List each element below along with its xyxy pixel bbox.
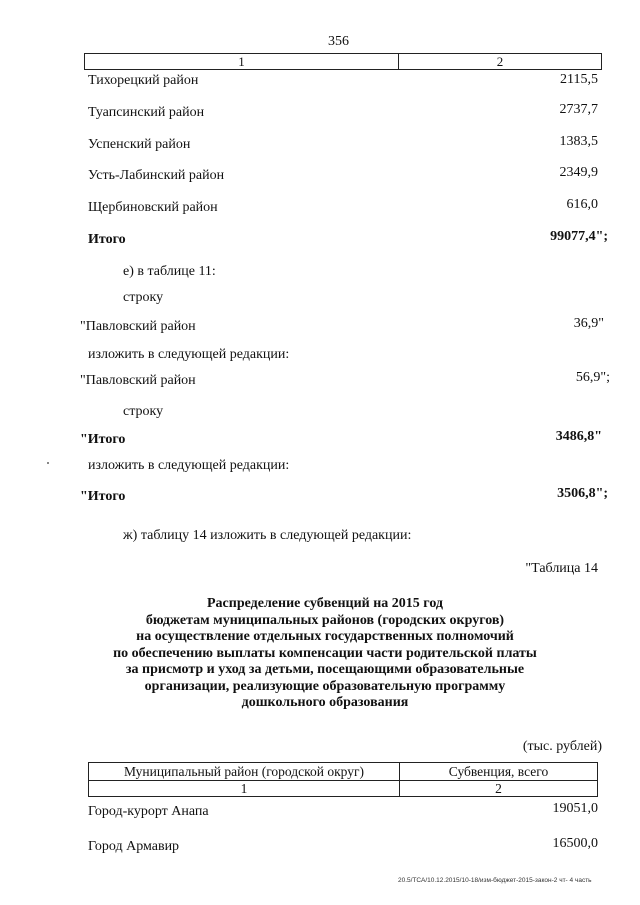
page-number: 356 [328, 34, 349, 49]
table-14-title [60, 596, 590, 712]
table-row-value: 16500,0 [552, 836, 598, 851]
replace-text: изложить в следующей редакции: [88, 458, 290, 473]
old-pavlovsky-value: 36,9" [573, 316, 604, 331]
title-line: по обеспечению выплаты компенсации части родительской платы [113, 645, 537, 661]
title-line: за присмотр и уход за детьми, посещающими образовательные [125, 662, 525, 677]
table-row-value: 1383,5 [559, 134, 598, 149]
row-word: строку [123, 290, 164, 305]
column-number-2: 2 [399, 781, 597, 796]
title-line: организации, реализующие образовательную программу [144, 678, 506, 694]
replace-text: изложить в следующей редакции: [88, 347, 290, 362]
old-total-value: 3486,8" [555, 429, 602, 444]
column-number-row [88, 781, 598, 797]
old-pavlovsky-label: "Павловский район [80, 319, 196, 334]
table-row-name: Щербиновский район [88, 200, 218, 215]
new-total-label: "Итого [80, 489, 126, 504]
scan-speck [47, 462, 49, 464]
table-row-value: 616,0 [566, 197, 598, 212]
total-value: 99077,4"; [550, 229, 608, 244]
units-label: (тыс. рублей) [522, 739, 602, 754]
table-row-name: Город Армавир [88, 839, 180, 854]
top-table-col2: 2 [398, 54, 601, 69]
title-line: бюджетам муниципальных районов (городских округов) [145, 612, 505, 628]
table-row-name: Город-курорт Анапа [88, 804, 209, 819]
table-row-name: Тихорецкий район [88, 73, 199, 88]
column-header-subvention: Субвенция, всего [399, 763, 597, 780]
old-total-label: "Итого [80, 432, 126, 447]
title-line: на осуществление отдельных государственных полномочий [136, 629, 514, 644]
top-table-header [84, 53, 602, 70]
section-e-intro: е) в таблице 11: [123, 264, 216, 279]
table-row-value: 2115,5 [560, 72, 598, 87]
section-zh-intro: ж) таблицу 14 изложить в следующей редакции: [123, 528, 412, 543]
new-total-value: 3506,8"; [557, 486, 608, 501]
new-pavlovsky-label: "Павловский район [80, 373, 196, 388]
top-table-col1: 1 [238, 54, 245, 69]
column-header-district: Муниципальный район (городской округ) [123, 764, 365, 779]
column-header-row [88, 762, 598, 781]
table-row-value: 2349,9 [559, 165, 598, 180]
table-14-header [88, 762, 598, 797]
row-word: строку [123, 404, 164, 419]
footer-file-path: 20.5/ТСА/10.12.2015/10-18/изм-бюджет-2015-закон-2 чт- 4 часть [398, 877, 592, 884]
table-row-name: Туапсинский район [88, 105, 205, 120]
table-14-label: "Таблица 14 [525, 561, 598, 576]
title-line: дошкольного образования [241, 695, 409, 710]
table-row-value: 2737,7 [559, 102, 598, 117]
column-number-1: 1 [240, 781, 248, 796]
table-row-name: Усть-Лабинский район [88, 168, 225, 183]
total-label: Итого [88, 232, 126, 247]
table-row-value: 19051,0 [552, 801, 598, 816]
table-row-name: Успенский район [88, 137, 191, 152]
new-pavlovsky-value: 56,9"; [575, 370, 610, 385]
title-line: Распределение субвенций на 2015 год [207, 596, 443, 611]
